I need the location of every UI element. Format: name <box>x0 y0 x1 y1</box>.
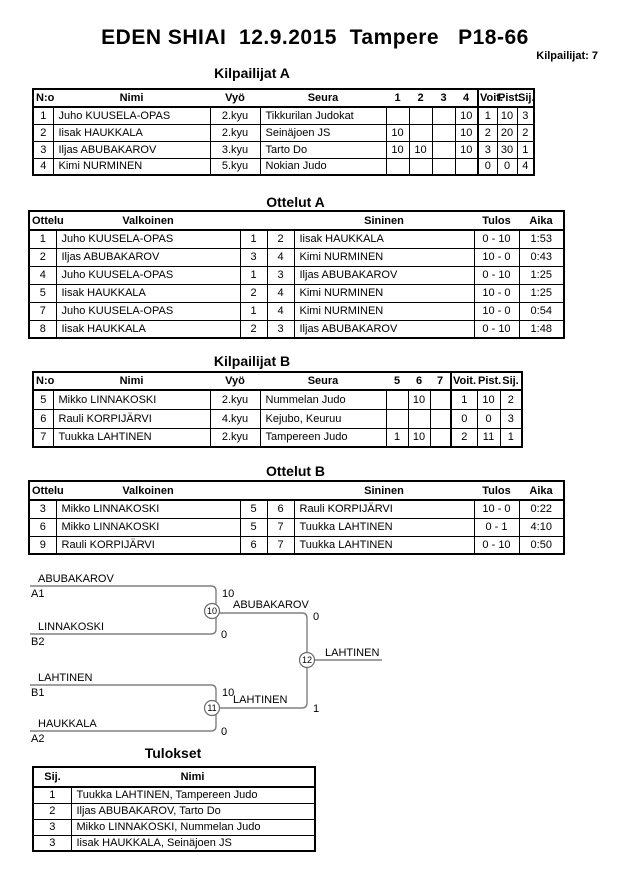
col-header-points: Pist. <box>477 372 500 390</box>
result-place: 2 <box>33 803 71 819</box>
results-table <box>32 766 316 852</box>
matches-b-table <box>28 480 565 555</box>
competitor-wins: 3 <box>478 141 497 158</box>
match-row <box>29 266 564 284</box>
col-header-round-3: 3 <box>432 89 455 107</box>
competitor-wins: 2 <box>478 124 497 141</box>
match-row <box>29 284 564 302</box>
competitor-name: Tuukka LAHTINEN <box>53 428 210 447</box>
competitor-row <box>33 390 522 409</box>
bracket-slot-score: 10 <box>222 588 235 600</box>
round-score <box>409 107 432 124</box>
round-score <box>455 158 478 175</box>
round-score: 10 <box>408 390 430 409</box>
match-time: 0:50 <box>519 536 564 554</box>
match-no: 1 <box>29 230 56 248</box>
blue-competitor-no: 3 <box>267 266 294 284</box>
match-row <box>29 536 564 554</box>
bracket-slot-name: LINNAKOSKI <box>38 621 105 633</box>
white-competitor-no: 5 <box>240 500 267 518</box>
matches-b-header-row <box>29 481 564 500</box>
competitors-b-table <box>32 371 523 448</box>
medal-bracket-diagram <box>0 570 630 765</box>
competitor-row <box>33 428 522 447</box>
blue-competitor-no: 2 <box>267 230 294 248</box>
competitor-name: Kimi NURMINEN <box>53 158 210 175</box>
competitors-b-header-row <box>33 372 522 390</box>
competitor-club: Kejubo, Keuruu <box>260 409 386 428</box>
competitor-wins: 1 <box>478 107 497 124</box>
match-time: 0:43 <box>519 248 564 266</box>
blue-competitor-no: 7 <box>267 518 294 536</box>
match-time: 1:48 <box>519 320 564 338</box>
result-name: Iljas ABUBAKAROV, Tarto Do <box>71 803 315 819</box>
col-header-points: Pist. <box>497 89 517 107</box>
col-header-club: Seura <box>260 89 386 107</box>
blue-name: Kimi NURMINEN <box>294 248 474 266</box>
blue-name: Tuukka LAHTINEN <box>294 518 474 536</box>
competitor-belt: 2.kyu <box>210 107 260 124</box>
bracket-slot-score: 0 <box>221 726 228 738</box>
competitor-points: 11 <box>477 428 500 447</box>
blue-competitor-no: 4 <box>267 248 294 266</box>
col-header-result: Tulos <box>474 211 519 230</box>
white-name: Iljas ABUBAKAROV <box>56 248 240 266</box>
match-result: 10 - 0 <box>474 248 519 266</box>
round-score <box>386 158 409 175</box>
competitor-place: 4 <box>517 158 534 175</box>
white-competitor-no: 1 <box>240 302 267 320</box>
bracket-line-winner-1 <box>219 613 307 653</box>
competitors-a-table <box>32 88 535 176</box>
white-name: Juho KUUSELA-OPAS <box>56 302 240 320</box>
competitor-row <box>33 141 534 158</box>
bracket-winner-name: LAHTINEN <box>233 694 288 706</box>
competitor-club: Tarto Do <box>260 141 386 158</box>
section-title-competitors-a: Kilpailijat A <box>214 65 290 81</box>
white-competitor-no: 6 <box>240 536 267 554</box>
result-name: Iisak HAUKKALA, Seinäjoen JS <box>71 835 315 851</box>
round-score: 10 <box>455 124 478 141</box>
competitor-no: 6 <box>33 409 53 428</box>
round-score <box>430 409 451 428</box>
round-score <box>409 158 432 175</box>
competitor-belt: 5.kyu <box>210 158 260 175</box>
col-header-round-6: 6 <box>408 372 430 390</box>
competitor-belt: 2.kyu <box>210 428 260 447</box>
white-name: Rauli KORPIJÄRVI <box>56 536 240 554</box>
competitor-no: 2 <box>33 124 53 141</box>
competitor-name: Iljas ABUBAKAROV <box>53 141 210 158</box>
col-header-belt: Vyö <box>210 89 260 107</box>
section-title-results: Tulokset <box>144 745 202 761</box>
match-no: 6 <box>29 518 56 536</box>
match-12-number: 12 <box>301 655 313 665</box>
blue-name: Kimi NURMINEN <box>294 302 474 320</box>
bracket-winner-name: ABUBAKAROV <box>233 599 309 611</box>
blue-name: Iljas ABUBAKAROV <box>294 320 474 338</box>
bracket-slot-name: LAHTINEN <box>38 672 93 684</box>
col-header-white: Valkoinen <box>56 481 240 500</box>
match-result: 0 - 10 <box>474 230 519 248</box>
result-place: 1 <box>33 787 71 803</box>
match-11-number: 11 <box>207 703 217 713</box>
col-header-result: Tulos <box>474 481 519 500</box>
competitor-belt: 2.kyu <box>210 390 260 409</box>
match-time: 1:25 <box>519 266 564 284</box>
blue-competitor-no: 7 <box>267 536 294 554</box>
section-title-matches-a: Ottelut A <box>266 194 325 210</box>
result-name: Tuukka LAHTINEN, Tampereen Judo <box>71 787 315 803</box>
competitor-no: 5 <box>33 390 53 409</box>
col-header-round-7: 7 <box>430 372 451 390</box>
match-no: 9 <box>29 536 56 554</box>
match-result: 10 - 0 <box>474 302 519 320</box>
col-header-wins: Voit. <box>451 372 477 390</box>
match-time: 4:10 <box>519 518 564 536</box>
result-place: 3 <box>33 835 71 851</box>
round-score <box>432 158 455 175</box>
round-score <box>430 390 451 409</box>
section-title-competitors-b: Kilpailijat B <box>213 353 291 369</box>
competitor-place: 2 <box>517 124 534 141</box>
blue-competitor-no: 4 <box>267 284 294 302</box>
match-result: 0 - 10 <box>474 536 519 554</box>
match-result: 0 - 1 <box>474 518 519 536</box>
match-no: 3 <box>29 500 56 518</box>
round-score: 10 <box>409 141 432 158</box>
competitor-points: 30 <box>497 141 517 158</box>
competitor-row <box>33 124 534 141</box>
white-name: Juho KUUSELA-OPAS <box>56 266 240 284</box>
round-score <box>430 428 451 447</box>
match-time: 0:22 <box>519 500 564 518</box>
match-row <box>29 248 564 266</box>
match-row <box>29 230 564 248</box>
competitor-place: 3 <box>517 107 534 124</box>
col-header-white: Valkoinen <box>56 211 240 230</box>
white-competitor-no: 2 <box>240 320 267 338</box>
competitor-club: Tampereen Judo <box>260 428 386 447</box>
bracket-slot-score: 0 <box>221 629 228 641</box>
col-header-time: Aika <box>519 211 564 230</box>
blue-competitor-no: 3 <box>267 320 294 338</box>
match-no: 5 <box>29 284 56 302</box>
competitor-points: 0 <box>497 158 517 175</box>
col-header-belt: Vyö <box>210 372 260 390</box>
competitor-place: 2 <box>500 390 522 409</box>
competitor-belt: 4.kyu <box>210 409 260 428</box>
competitor-name: Rauli KORPIJÄRVI <box>53 409 210 428</box>
match-time: 0:54 <box>519 302 564 320</box>
competitor-club: Tikkurilan Judokat <box>260 107 386 124</box>
col-header-blue: Sininen <box>294 481 474 500</box>
white-name: Iisak HAUKKALA <box>56 320 240 338</box>
round-score <box>386 390 408 409</box>
round-score: 10 <box>408 428 430 447</box>
competitor-place: 3 <box>500 409 522 428</box>
match-10-number: 10 <box>206 606 218 616</box>
competitor-wins: 1 <box>451 390 477 409</box>
competitor-wins: 2 <box>451 428 477 447</box>
match-no: 4 <box>29 266 56 284</box>
white-competitor-no: 3 <box>240 248 267 266</box>
col-header-time: Aika <box>519 481 564 500</box>
col-header-round-1: 1 <box>386 89 409 107</box>
result-name: Mikko LINNAKOSKI, Nummelan Judo <box>71 819 315 835</box>
col-header-white-no <box>240 211 267 230</box>
competitor-row <box>33 107 534 124</box>
bracket-winner-score: 1 <box>313 703 320 715</box>
col-header-blue-no <box>267 481 294 500</box>
round-score <box>386 409 408 428</box>
page-title: EDEN SHIAI 12.9.2015 Tampere P18-66 <box>101 26 529 49</box>
col-header-match: Ottelu <box>29 481 56 500</box>
col-header-name: Nimi <box>53 89 210 107</box>
col-header-club: Seura <box>260 372 386 390</box>
col-header-match: Ottelu <box>29 211 56 230</box>
col-header-round-4: 4 <box>455 89 478 107</box>
col-header-round-2: 2 <box>409 89 432 107</box>
result-row <box>33 835 315 851</box>
match-row <box>29 320 564 338</box>
match-row <box>29 500 564 518</box>
col-header-blue: Sininen <box>294 211 474 230</box>
bracket-slot-name: ABUBAKAROV <box>38 573 114 585</box>
competitor-place: 1 <box>500 428 522 447</box>
match-no: 2 <box>29 248 56 266</box>
competitor-name: Mikko LINNAKOSKI <box>53 390 210 409</box>
competitor-points: 10 <box>477 390 500 409</box>
white-competitor-no: 2 <box>240 284 267 302</box>
white-name: Iisak HAUKKALA <box>56 284 240 302</box>
competitor-wins: 0 <box>478 158 497 175</box>
competitor-place: 1 <box>517 141 534 158</box>
col-header-place: Sij. <box>33 767 71 787</box>
competitor-name: Iisak HAUKKALA <box>53 124 210 141</box>
bracket-seed-label: B1 <box>31 687 45 699</box>
round-score: 10 <box>386 141 409 158</box>
competitor-no: 7 <box>33 428 53 447</box>
round-score: 10 <box>455 107 478 124</box>
match-row <box>29 518 564 536</box>
blue-name: Iisak HAUKKALA <box>294 230 474 248</box>
match-time: 1:53 <box>519 230 564 248</box>
match-no: 8 <box>29 320 56 338</box>
white-name: Juho KUUSELA-OPAS <box>56 230 240 248</box>
bracket-seed-label: A2 <box>31 733 45 745</box>
result-place: 3 <box>33 819 71 835</box>
competitors-a-header-row <box>33 89 534 107</box>
round-score <box>408 409 430 428</box>
section-title-matches-b: Ottelut B <box>265 463 326 479</box>
match-row <box>29 302 564 320</box>
bracket-slot-name: HAUKKALA <box>38 718 97 730</box>
col-header-place: Sij. <box>500 372 522 390</box>
round-score <box>432 141 455 158</box>
col-header-name: Nimi <box>53 372 210 390</box>
white-name: Mikko LINNAKOSKI <box>56 518 240 536</box>
competitor-belt: 2.kyu <box>210 124 260 141</box>
blue-name: Tuukka LAHTINEN <box>294 536 474 554</box>
white-competitor-no: 1 <box>240 230 267 248</box>
blue-name: Rauli KORPIJÄRVI <box>294 500 474 518</box>
match-result: 10 - 0 <box>474 284 519 302</box>
blue-name: Kimi NURMINEN <box>294 284 474 302</box>
competitor-club: Nokian Judo <box>260 158 386 175</box>
competitor-name: Juho KUUSELA-OPAS <box>53 107 210 124</box>
round-score: 10 <box>455 141 478 158</box>
round-score: 10 <box>386 124 409 141</box>
col-header-wins: Voit. <box>478 89 497 107</box>
white-competitor-no: 1 <box>240 266 267 284</box>
round-score <box>432 107 455 124</box>
participants-count: Kilpailijat: 7 <box>536 50 598 62</box>
competitor-club: Nummelan Judo <box>260 390 386 409</box>
col-header-round-5: 5 <box>386 372 408 390</box>
bracket-seed-label: B2 <box>31 636 45 648</box>
competitor-wins: 0 <box>451 409 477 428</box>
match-result: 0 - 10 <box>474 320 519 338</box>
col-header-blue-no <box>267 211 294 230</box>
round-score <box>409 124 432 141</box>
col-header-white-no <box>240 481 267 500</box>
competitor-points: 20 <box>497 124 517 141</box>
col-header-name: Nimi <box>71 767 315 787</box>
competitor-belt: 3.kyu <box>210 141 260 158</box>
col-header-no: N:o <box>33 89 53 107</box>
col-header-no: N:o <box>33 372 53 390</box>
competitor-no: 4 <box>33 158 53 175</box>
competitor-no: 3 <box>33 141 53 158</box>
round-score <box>432 124 455 141</box>
match-result: 10 - 0 <box>474 500 519 518</box>
white-competitor-no: 5 <box>240 518 267 536</box>
competitor-points: 0 <box>477 409 500 428</box>
bracket-seed-label: A1 <box>31 588 45 600</box>
white-name: Mikko LINNAKOSKI <box>56 500 240 518</box>
matches-a-table <box>28 210 565 339</box>
result-row <box>33 819 315 835</box>
matches-a-header-row <box>29 211 564 230</box>
round-score <box>386 107 409 124</box>
competitor-row <box>33 158 534 175</box>
blue-competitor-no: 4 <box>267 302 294 320</box>
match-result: 0 - 10 <box>474 266 519 284</box>
match-no: 7 <box>29 302 56 320</box>
match-time: 1:25 <box>519 284 564 302</box>
round-score: 1 <box>386 428 408 447</box>
bracket-slot-score: 10 <box>222 687 235 699</box>
result-row <box>33 787 315 803</box>
bracket-final-winner-name: LAHTINEN <box>325 647 380 659</box>
bracket-winner-score: 0 <box>313 611 320 623</box>
results-header-row <box>33 767 315 787</box>
blue-name: Iljas ABUBAKAROV <box>294 266 474 284</box>
competitor-points: 10 <box>497 107 517 124</box>
competitor-club: Seinäjoen JS <box>260 124 386 141</box>
col-header-place: Sij. <box>517 89 534 107</box>
competitor-no: 1 <box>33 107 53 124</box>
blue-competitor-no: 6 <box>267 500 294 518</box>
result-row <box>33 803 315 819</box>
competitor-row <box>33 409 522 428</box>
